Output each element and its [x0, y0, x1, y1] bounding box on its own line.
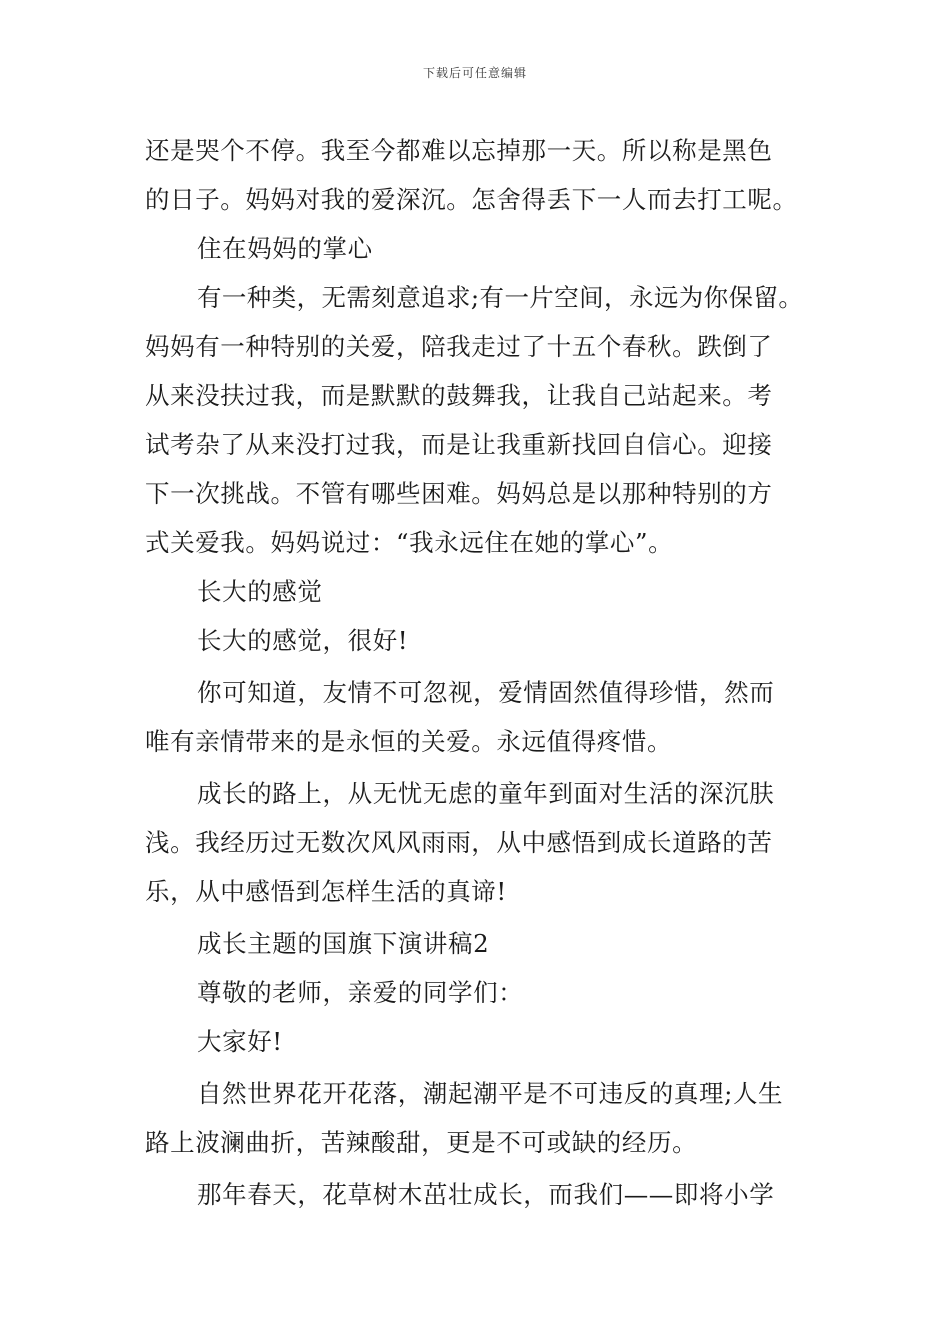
- document-body: [145, 126, 825, 1219]
- paragraph-line: 式关爱我。妈妈说过：“我永远住在她的掌心”。: [145, 528, 674, 557]
- paragraph-line: 还是哭个不停。我至今都难以忘掉那一天。所以称是黑色: [145, 136, 773, 165]
- paragraph-line: 路上波澜曲折，苦辣酸甜，更是不可或缺的经历。: [145, 1128, 698, 1157]
- paragraph-line: 大家好!: [197, 1027, 283, 1056]
- paragraph-line: 你可知道，友情不可忽视，爱情固然值得珍惜，然而: [197, 678, 775, 707]
- paragraph-line: 妈妈有一种特别的关爱，陪我走过了十五个春秋。跌倒了: [145, 332, 773, 361]
- paragraph-line: 浅。我经历过无数次风风雨雨，从中感悟到成长道路的苦: [145, 828, 773, 857]
- section-heading: 长大的感觉: [197, 577, 323, 606]
- paragraph-line: 自然世界花开花落，潮起潮平是不可违反的真理;人生: [197, 1079, 784, 1108]
- section-heading: 成长主题的国旗下演讲稿2: [197, 929, 490, 958]
- paragraph-line: 成长的路上，从无忧无虑的童年到面对生活的深沉肤: [197, 779, 775, 808]
- section-heading: 住在妈妈的掌心: [197, 234, 373, 263]
- paragraph-line: 试考杂了从来没打过我，而是让我重新找回自信心。迎接: [145, 430, 773, 459]
- paragraph-line: 有一种类，无需刻意追求;有一片空间，永远为你保留。: [197, 283, 804, 312]
- paragraph-line: 从来没扶过我，而是默默的鼓舞我，让我自己站起来。考: [145, 381, 773, 410]
- page-header: 下载后可任意编辑: [422, 66, 527, 80]
- paragraph-line: 乐，从中感悟到怎样生活的真谛!: [145, 877, 507, 906]
- paragraph-line: 唯有亲情带来的是永恒的关爱。永远值得疼惜。: [145, 727, 673, 756]
- paragraph-line: 尊敬的老师，亲爱的同学们：: [197, 978, 524, 1007]
- paragraph-line: 下一次挑战。不管有哪些困难。妈妈总是以那种特别的方: [145, 479, 773, 508]
- paragraph-line: 那年春天，花草树木茁壮成长，而我们——即将小学: [197, 1180, 775, 1209]
- paragraph-line: 的日子。妈妈对我的爱深沉。怎舍得丢下一人而去打工呢。: [145, 185, 798, 214]
- paragraph-line: 长大的感觉，很好!: [197, 626, 409, 655]
